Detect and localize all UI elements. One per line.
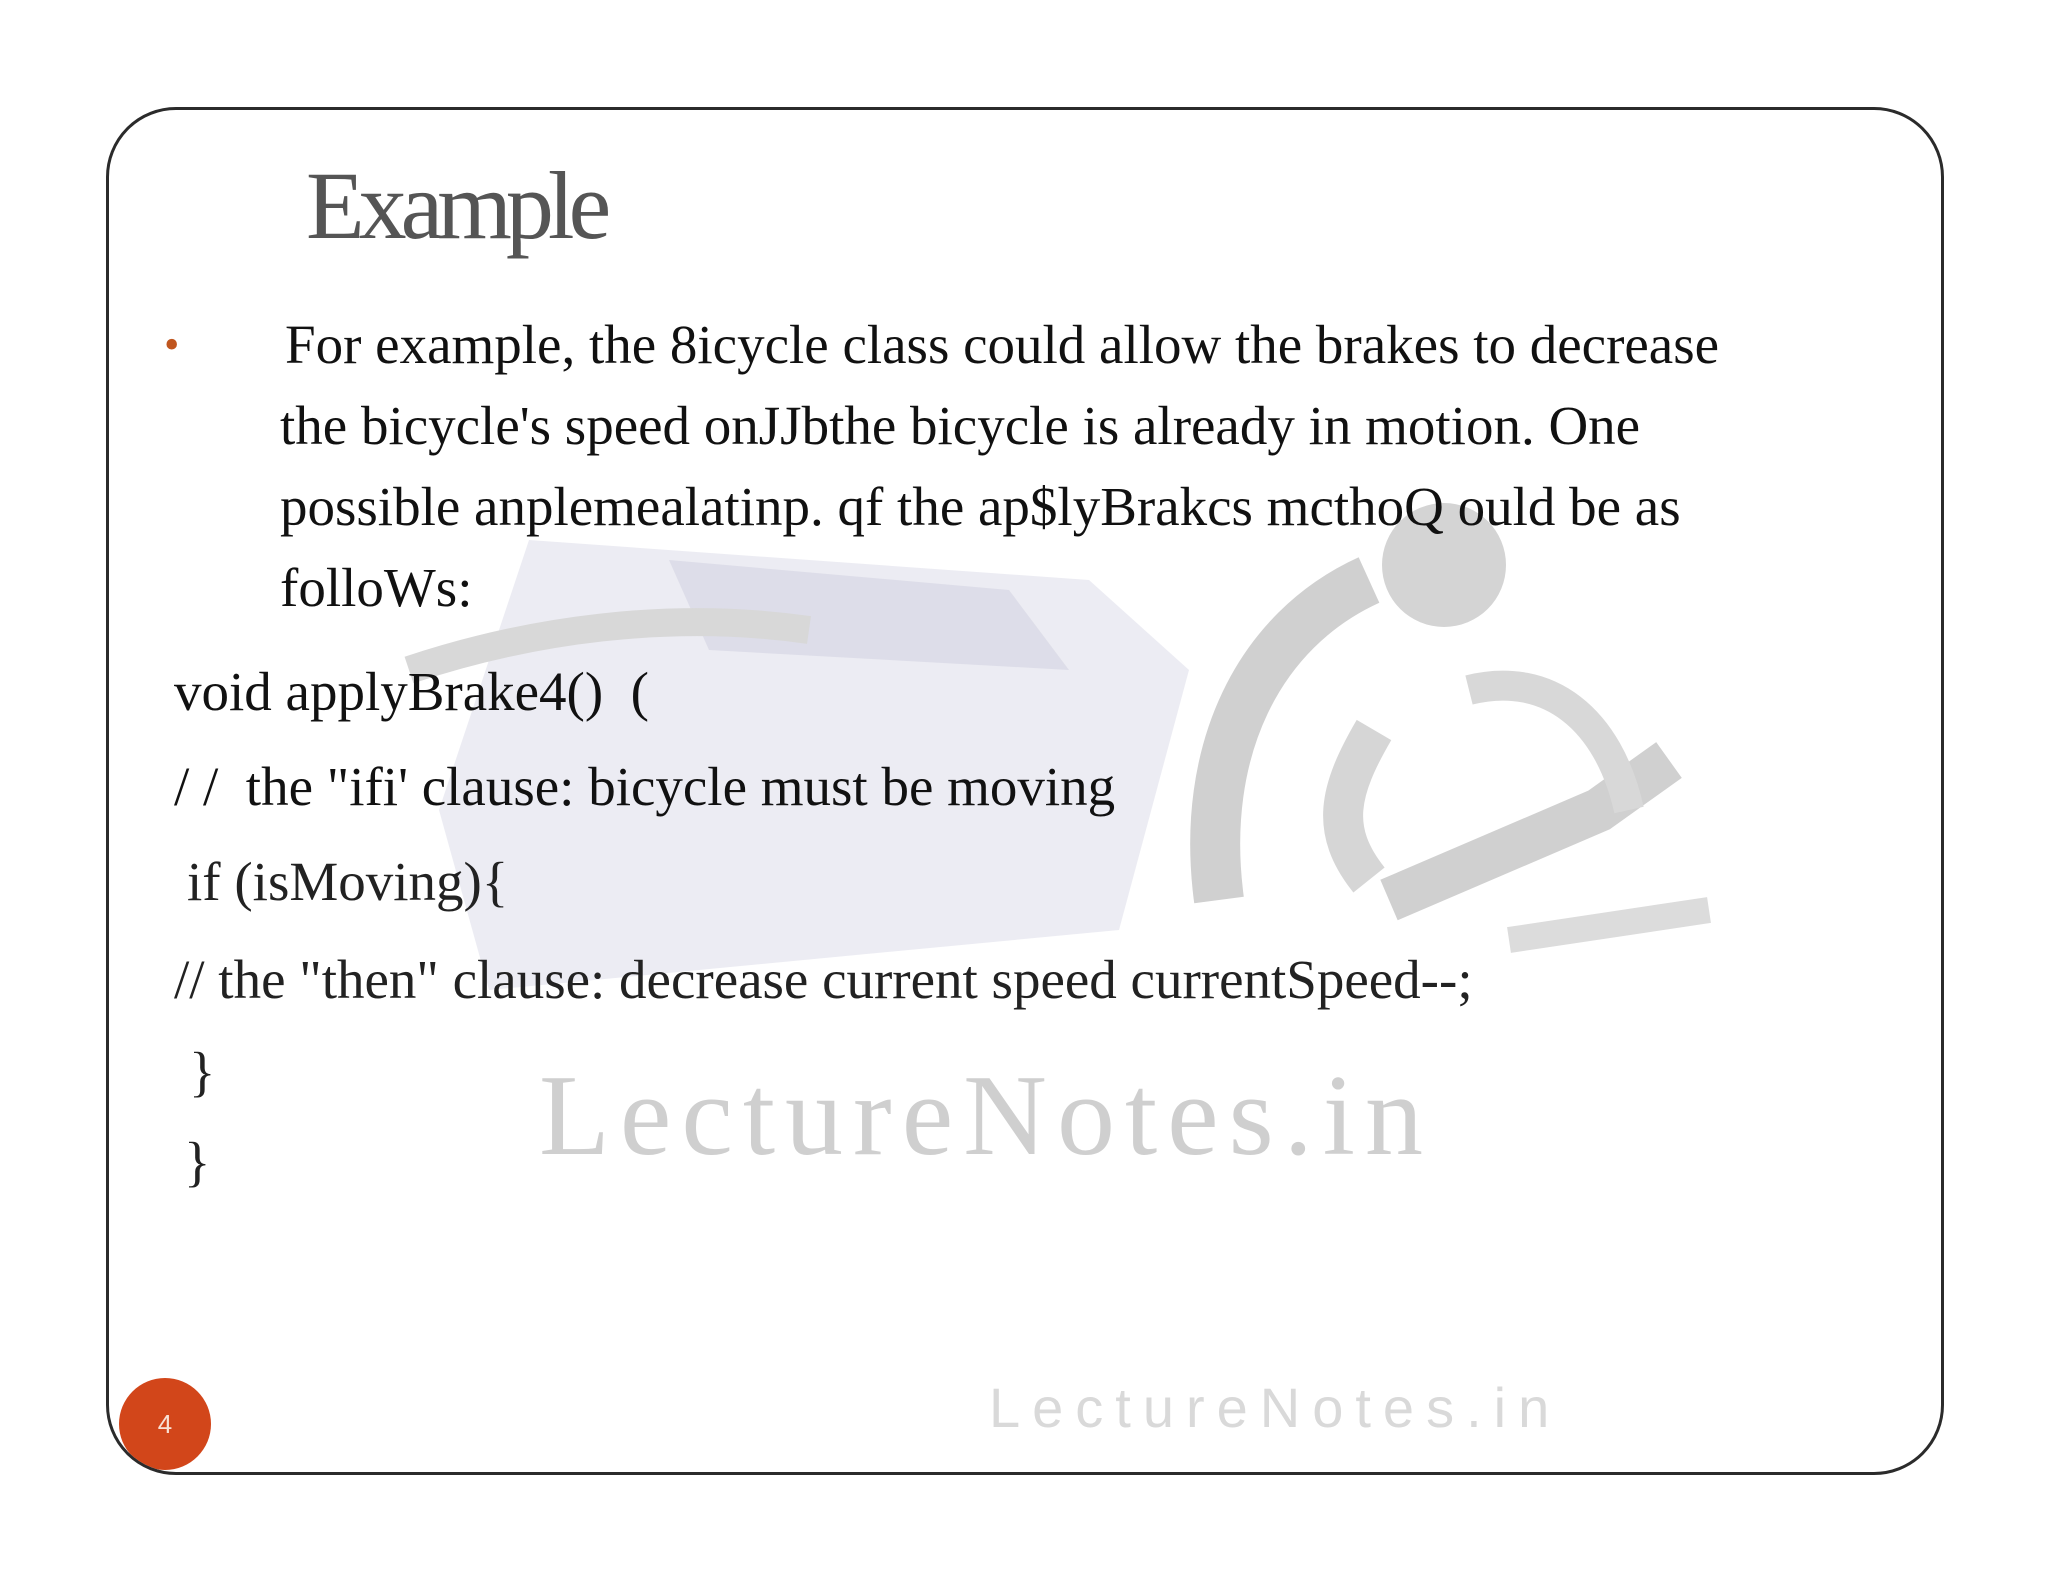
code-line: if (isMoving){ [187,851,509,912]
page-number-badge [119,1378,211,1470]
footer-watermark: LectureNotes.in [989,1376,1562,1439]
code-line: / / the "ifi' clause: bicycle must be moving [174,756,1116,817]
code-line: } [189,1041,216,1102]
slide-frame [106,107,1944,1475]
bullet-line: folloWs: [280,557,473,618]
slide-title: Example [306,152,606,259]
code-line: // the "then" clause: decrease current speed currentSpeed--; [174,949,1473,1010]
bullet-line: possible anplemealatinp. qf the ap$lyBrakcs mcthoQ ould be as [280,476,1681,537]
bullet-dot-icon: • [164,320,180,369]
page-number: 4 [157,1408,173,1439]
bullet-paragraph [164,304,1874,628]
bullet-text [280,304,1874,628]
bullet-line: the bicуcle's speed onJJbthe bicycle is already in motion. One [280,395,1641,456]
watermark-text: LectureNotes.in [539,1052,1434,1180]
code-line: void applyBrake4() ( [174,661,649,722]
bullet-line: For example, the 8icycle class could allow the brakes to decrease [285,314,1720,375]
code-line: } [184,1131,211,1192]
